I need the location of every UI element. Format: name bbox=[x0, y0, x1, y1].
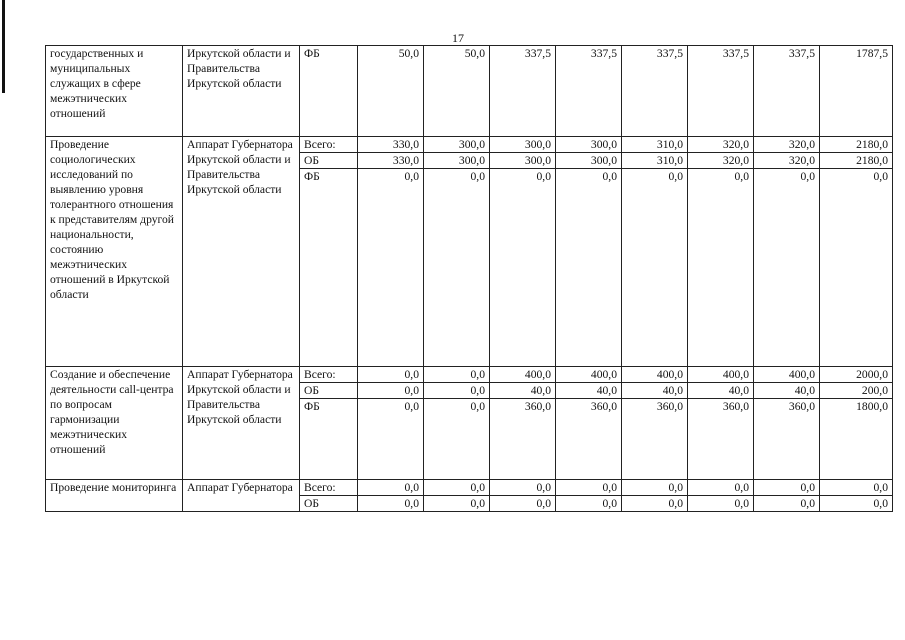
total-value: 0,0 bbox=[820, 496, 893, 512]
year-value: 337,5 bbox=[688, 46, 754, 137]
page-number: 17 bbox=[452, 31, 464, 45]
year-value: 0,0 bbox=[622, 169, 688, 367]
year-value: 360,0 bbox=[622, 399, 688, 480]
year-value: 0,0 bbox=[424, 367, 490, 383]
activity-cell bbox=[46, 480, 183, 512]
year-value: 337,5 bbox=[622, 46, 688, 137]
year-value: 320,0 bbox=[688, 153, 754, 169]
year-value: 0,0 bbox=[490, 496, 556, 512]
table-row bbox=[46, 46, 893, 137]
year-value: 400,0 bbox=[556, 367, 622, 383]
activity-cell bbox=[46, 137, 183, 367]
year-value: 400,0 bbox=[688, 367, 754, 383]
funding-source: ФБ bbox=[300, 169, 358, 367]
table-row bbox=[46, 137, 893, 153]
year-value: 40,0 bbox=[622, 383, 688, 399]
year-value: 50,0 bbox=[424, 46, 490, 137]
executor-cell bbox=[183, 480, 300, 512]
year-value: 310,0 bbox=[622, 153, 688, 169]
total-value: 1800,0 bbox=[820, 399, 893, 480]
year-value: 40,0 bbox=[754, 383, 820, 399]
year-value: 0,0 bbox=[556, 480, 622, 496]
year-value: 0,0 bbox=[754, 496, 820, 512]
total-value: 0,0 bbox=[820, 169, 893, 367]
year-value: 300,0 bbox=[556, 153, 622, 169]
activity-name: Проведение мониторинга bbox=[50, 481, 177, 494]
table-row bbox=[46, 367, 893, 383]
year-value: 360,0 bbox=[688, 399, 754, 480]
total-value: 200,0 bbox=[820, 383, 893, 399]
funding-source: ОБ bbox=[300, 153, 358, 169]
total-value: 1787,5 bbox=[820, 46, 893, 137]
year-value: 337,5 bbox=[556, 46, 622, 137]
year-value: 330,0 bbox=[358, 137, 424, 153]
year-value: 300,0 bbox=[490, 137, 556, 153]
year-value: 40,0 bbox=[490, 383, 556, 399]
year-value: 400,0 bbox=[490, 367, 556, 383]
year-value: 0,0 bbox=[358, 399, 424, 480]
executor-cell bbox=[183, 137, 300, 367]
total-value: 2180,0 bbox=[820, 153, 893, 169]
activity-name: Создание и обеспечение деятельности call-центра по вопросам гармонизации межэтнических отношений bbox=[50, 368, 174, 456]
year-value: 0,0 bbox=[556, 496, 622, 512]
year-value: 0,0 bbox=[556, 169, 622, 367]
year-value: 360,0 bbox=[490, 399, 556, 480]
executor-cell bbox=[183, 367, 300, 480]
year-value: 360,0 bbox=[754, 399, 820, 480]
year-value: 360,0 bbox=[556, 399, 622, 480]
executor-name: Аппарат Губернатора bbox=[187, 481, 293, 494]
year-value: 337,5 bbox=[754, 46, 820, 137]
executor-name: Аппарат Губернатора Иркутской области и Правительства Иркутской области bbox=[187, 368, 293, 426]
year-value: 310,0 bbox=[622, 137, 688, 153]
year-value: 0,0 bbox=[358, 480, 424, 496]
year-value: 0,0 bbox=[424, 480, 490, 496]
year-value: 0,0 bbox=[688, 496, 754, 512]
total-value: 2000,0 bbox=[820, 367, 893, 383]
year-value: 0,0 bbox=[622, 480, 688, 496]
activity-cell bbox=[46, 367, 183, 480]
table-row bbox=[46, 480, 893, 496]
year-value: 0,0 bbox=[424, 496, 490, 512]
year-value: 330,0 bbox=[358, 153, 424, 169]
year-value: 0,0 bbox=[490, 169, 556, 367]
year-value: 400,0 bbox=[754, 367, 820, 383]
executor-name: Аппарат Губернатора Иркутской области и Правительства Иркутской области bbox=[187, 138, 293, 196]
year-value: 0,0 bbox=[688, 169, 754, 367]
funding-source: ФБ bbox=[300, 46, 358, 137]
year-value: 320,0 bbox=[688, 137, 754, 153]
funding-source: Всего: bbox=[300, 137, 358, 153]
year-value: 0,0 bbox=[424, 169, 490, 367]
year-value: 300,0 bbox=[424, 137, 490, 153]
year-value: 0,0 bbox=[358, 169, 424, 367]
margin-rule bbox=[2, 0, 5, 93]
year-value: 0,0 bbox=[424, 399, 490, 480]
year-value: 400,0 bbox=[622, 367, 688, 383]
year-value: 0,0 bbox=[358, 367, 424, 383]
total-value: 2180,0 bbox=[820, 137, 893, 153]
funding-source: Всего: bbox=[300, 367, 358, 383]
executor-cell bbox=[183, 46, 300, 137]
year-value: 0,0 bbox=[754, 480, 820, 496]
year-value: 0,0 bbox=[754, 169, 820, 367]
year-value: 0,0 bbox=[688, 480, 754, 496]
year-value: 300,0 bbox=[424, 153, 490, 169]
year-value: 40,0 bbox=[688, 383, 754, 399]
funding-source: ОБ bbox=[300, 496, 358, 512]
year-value: 0,0 bbox=[622, 496, 688, 512]
activity-name: государственных и муниципальных служащих в сфере межэтнических отношений bbox=[50, 47, 144, 120]
funding-source: ОБ bbox=[300, 383, 358, 399]
year-value: 0,0 bbox=[358, 496, 424, 512]
total-value: 0,0 bbox=[820, 480, 893, 496]
year-value: 337,5 bbox=[490, 46, 556, 137]
year-value: 320,0 bbox=[754, 137, 820, 153]
activity-cell bbox=[46, 46, 183, 137]
year-value: 0,0 bbox=[424, 383, 490, 399]
funding-source: Всего: bbox=[300, 480, 358, 496]
year-value: 320,0 bbox=[754, 153, 820, 169]
year-value: 0,0 bbox=[358, 383, 424, 399]
funding-source: ФБ bbox=[300, 399, 358, 480]
year-value: 50,0 bbox=[358, 46, 424, 137]
year-value: 0,0 bbox=[490, 480, 556, 496]
year-value: 300,0 bbox=[490, 153, 556, 169]
year-value: 300,0 bbox=[556, 137, 622, 153]
table-body bbox=[46, 46, 893, 512]
year-value: 40,0 bbox=[556, 383, 622, 399]
executor-name: Иркутской области и Правительства Иркутской области bbox=[187, 47, 291, 90]
budget-table bbox=[45, 45, 893, 512]
activity-name: Проведение социологических исследований по выявлению уровня толерантного отношения к представителям другой национальности, состоянию межэтнических отношений в Иркутской области bbox=[50, 138, 174, 301]
